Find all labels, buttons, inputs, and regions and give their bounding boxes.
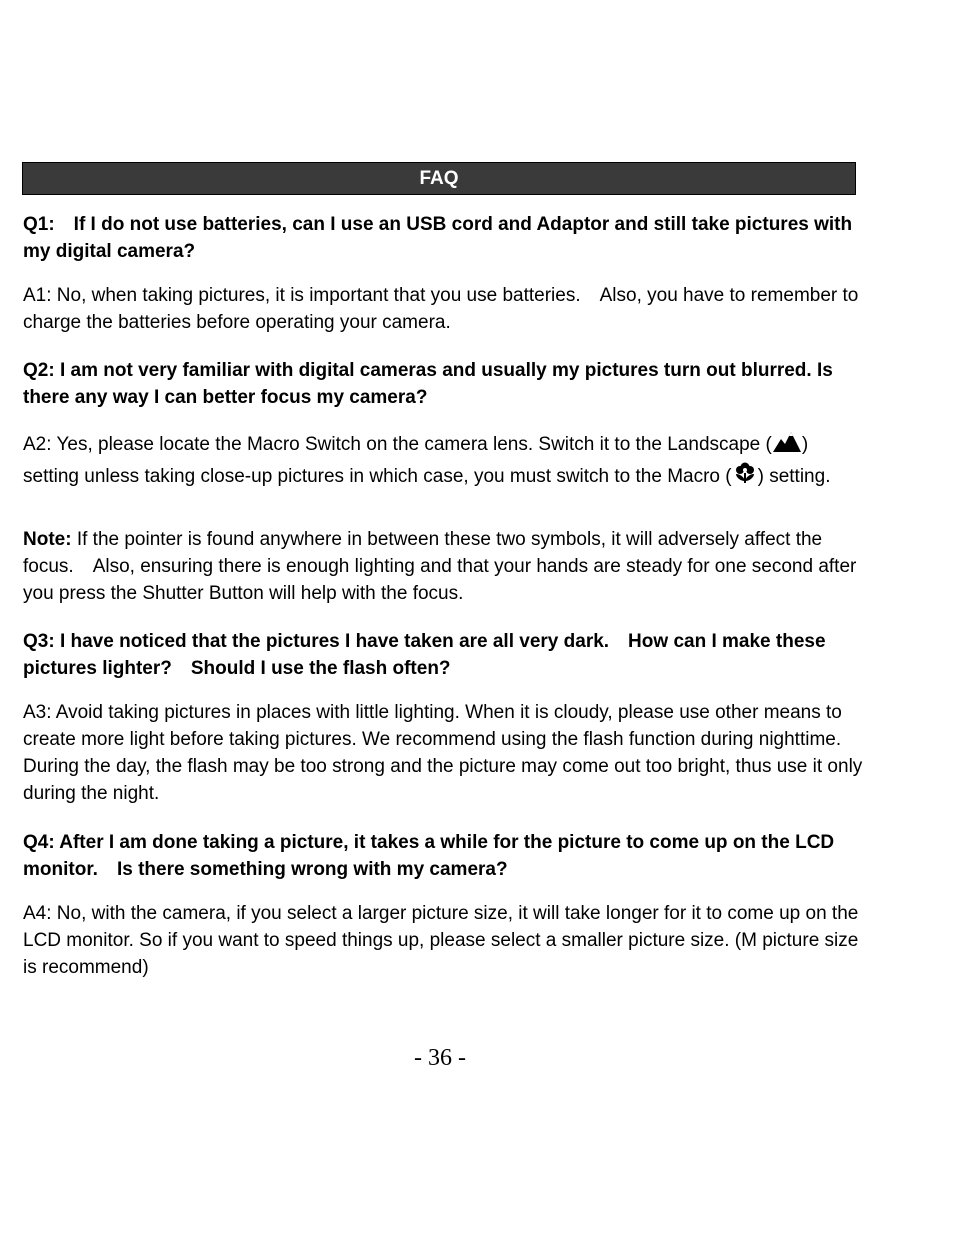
answer-3: A3: Avoid taking pictures in places with little lighting. When it is cloudy, please use other means to create more light before taking pictures. We recommend using the flash function during nighttime. During the day, the flash may be too strong and the picture may come out too bright, thus use it only during the night. <box>23 702 863 804</box>
answer-2 <box>23 429 868 493</box>
faq-title: FAQ <box>419 167 459 189</box>
answer-1: A1: No, when taking pictures, it is important that you use batteries. Also, you have to remember to charge the batteries before operating your camera. <box>23 285 859 333</box>
page-number: - 36 - <box>414 1045 466 1071</box>
question-2: Q2: I am not very familiar with digital cameras and usually my pictures turn out blurred. Is there any way I can better focus my camera? <box>23 360 833 408</box>
answer-4: A4: No, with the camera, if you select a larger picture size, it will take longer for it to come up on the LCD monitor. So if you want to speed things up, please select a smaller picture size. (M picture size is recommend) <box>23 903 859 978</box>
question-3: Q3: I have noticed that the pictures I have taken are all very dark. How can I make these pictures lighter? Should I use the flash often? <box>23 631 826 679</box>
question-4: Q4: After I am done taking a picture, it takes a while for the picture to come up on the LCD monitor. Is there something wrong with my camera? <box>23 832 835 880</box>
answer-2-part-3: ) setting. <box>757 466 831 487</box>
mountain-icon <box>772 429 802 461</box>
question-1: Q1: If I do not use batteries, can I use an USB cord and Adaptor and still take pictures with my digital camera? <box>23 214 853 262</box>
note-label: Note: <box>23 529 72 550</box>
note-paragraph <box>23 526 868 607</box>
answer-2-part-2: ) setting unless taking close-up pictures in which case, you must switch to the Macro ( <box>23 434 809 487</box>
flower-icon <box>732 461 758 493</box>
answer-2-part-1: A2: Yes, please locate the Macro Switch on the camera lens. Switch it to the Landscape ( <box>23 434 772 455</box>
faq-header <box>22 162 856 195</box>
note-text: If the pointer is found anywhere in between these two symbols, it will adversely affect the focus. Also, ensuring there is enough lighting and that your hands are steady for one second after you press the Shutter Button will help with the focus. <box>23 529 857 604</box>
